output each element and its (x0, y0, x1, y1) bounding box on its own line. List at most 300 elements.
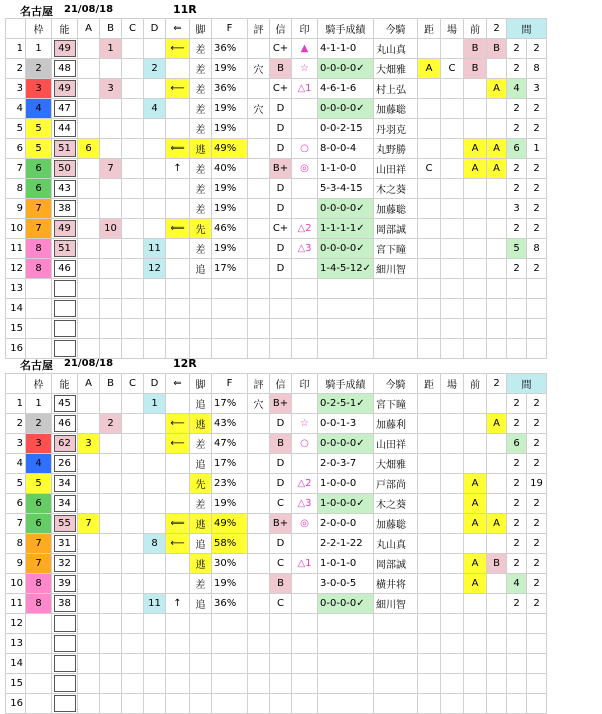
empty-cell (166, 614, 190, 634)
row-number: 13 (6, 279, 26, 299)
kan2-cell: 2 (527, 119, 547, 139)
col-a (78, 574, 100, 594)
empty-cell (418, 299, 441, 319)
col-b (100, 139, 122, 159)
header-b: B (100, 19, 122, 39)
shin-cell: C+ (270, 39, 292, 59)
kyori-cell (418, 494, 441, 514)
hyo-cell (248, 474, 270, 494)
f-cell: 19% (212, 99, 248, 119)
waku-cell: 8 (26, 574, 52, 594)
f-cell: 19% (212, 179, 248, 199)
kan2-cell: 2 (527, 394, 547, 414)
shin-cell: B+ (270, 394, 292, 414)
row-number: 6 (6, 139, 26, 159)
col-c (122, 119, 144, 139)
kan2-cell: 2 (527, 414, 547, 434)
two-cell (487, 99, 507, 119)
empty-cell (318, 674, 374, 694)
arrow-cell (166, 394, 190, 414)
empty-cell (418, 614, 441, 634)
nou-value: 46 (54, 260, 76, 277)
waku-cell: 1 (26, 39, 52, 59)
hyo-cell (248, 259, 270, 279)
f-cell: 23% (212, 474, 248, 494)
horse-row (6, 159, 547, 179)
kyori-cell (418, 554, 441, 574)
record-cell: 1-0-0-0 (318, 474, 374, 494)
row-number: 1 (6, 394, 26, 414)
mark-cell: △2 (292, 219, 318, 239)
nou-value: 49 (54, 220, 76, 237)
empty-cell (374, 654, 418, 674)
arrow-cell: ⟵ (166, 534, 190, 554)
empty-cell (122, 339, 144, 359)
nou-value (54, 280, 76, 297)
row-number: 1 (6, 39, 26, 59)
empty-cell (507, 339, 527, 359)
col-d (144, 514, 166, 534)
kan1-cell: 2 (507, 594, 527, 614)
f-cell: 19% (212, 119, 248, 139)
empty-cell (464, 279, 487, 299)
empty-cell (166, 299, 190, 319)
record-cell: 2-2-1-22 (318, 534, 374, 554)
col-b (100, 454, 122, 474)
header-waku: 枠 (26, 19, 52, 39)
empty-cell (318, 694, 374, 714)
col-b (100, 594, 122, 614)
kyaku-cell: 差 (190, 574, 212, 594)
record-cell: 0-0-2-15 (318, 119, 374, 139)
nou-value: 34 (54, 475, 76, 492)
kan1-cell: 6 (507, 139, 527, 159)
hyo-cell (248, 594, 270, 614)
col-b (100, 494, 122, 514)
hyo-cell (248, 239, 270, 259)
empty-cell (122, 674, 144, 694)
f-cell: 17% (212, 394, 248, 414)
ba-cell (441, 394, 464, 414)
kan2-cell: 2 (527, 514, 547, 534)
race-title-12r (20, 357, 240, 373)
col-b (100, 59, 122, 79)
col-b: 3 (100, 79, 122, 99)
jockey-cell: 細川智 (374, 259, 418, 279)
empty-cell (507, 614, 527, 634)
two-cell (487, 574, 507, 594)
nou-cell (52, 179, 78, 199)
hyo-cell (248, 574, 270, 594)
col-a (78, 219, 100, 239)
empty-cell (374, 634, 418, 654)
header-a: A (78, 374, 100, 394)
record-cell: 1-1-1-1✓ (318, 219, 374, 239)
empty-cell (318, 299, 374, 319)
header-blank (6, 374, 26, 394)
jockey-cell: 丸野勝 (374, 139, 418, 159)
col-b (100, 259, 122, 279)
ba-cell (441, 414, 464, 434)
empty-cell (144, 339, 166, 359)
col-d: 11 (144, 239, 166, 259)
two-cell: B (487, 554, 507, 574)
waku-cell: 6 (26, 494, 52, 514)
header-jockey: 今騎 (374, 19, 418, 39)
empty-cell (527, 614, 547, 634)
jockey-cell: 細川智 (374, 594, 418, 614)
empty-cell (318, 614, 374, 634)
hyo-cell (248, 139, 270, 159)
empty-cell (122, 299, 144, 319)
record-cell: 0-0-0-0✓ (318, 434, 374, 454)
header-mark: 印 (292, 374, 318, 394)
row-number: 2 (6, 414, 26, 434)
jockey-cell: 宮下瞳 (374, 239, 418, 259)
col-a (78, 159, 100, 179)
two-cell: B (487, 39, 507, 59)
nou-value: 38 (54, 595, 76, 612)
nou-value: 55 (54, 515, 76, 532)
two-cell: A (487, 139, 507, 159)
race-number: 11R (173, 3, 197, 16)
empty-cell (464, 319, 487, 339)
kyaku-cell: 追 (190, 454, 212, 474)
kan1-cell: 2 (507, 394, 527, 414)
two-cell (487, 239, 507, 259)
mark-cell (292, 119, 318, 139)
empty-cell (144, 674, 166, 694)
empty-cell (507, 299, 527, 319)
empty-cell (122, 319, 144, 339)
f-cell: 36% (212, 79, 248, 99)
col-d (144, 494, 166, 514)
arrow-cell (166, 574, 190, 594)
col-d (144, 179, 166, 199)
col-c (122, 139, 144, 159)
col-c (122, 454, 144, 474)
arrow-cell: ⟸ (166, 139, 190, 159)
f-cell: 17% (212, 454, 248, 474)
row-number: 12 (6, 259, 26, 279)
empty-cell (374, 279, 418, 299)
f-cell: 19% (212, 239, 248, 259)
mark-cell: ○ (292, 139, 318, 159)
empty-cell (527, 299, 547, 319)
empty-cell (248, 279, 270, 299)
kyori-cell (418, 259, 441, 279)
arrow-cell (166, 554, 190, 574)
waku-cell: 4 (26, 454, 52, 474)
empty-cell (190, 279, 212, 299)
jockey-cell: 木之葵 (374, 494, 418, 514)
hyo-cell (248, 494, 270, 514)
two-cell: A (487, 514, 507, 534)
nou-value: 50 (54, 160, 76, 177)
kan2-cell: 2 (527, 554, 547, 574)
empty-cell (507, 674, 527, 694)
kan1-cell: 4 (507, 574, 527, 594)
hyo-cell (248, 434, 270, 454)
kyori-cell (418, 534, 441, 554)
empty-cell (374, 339, 418, 359)
kan1-cell: 2 (507, 454, 527, 474)
row-number: 8 (6, 179, 26, 199)
empty-cell (292, 614, 318, 634)
empty-cell (190, 319, 212, 339)
horse-row (6, 259, 547, 279)
shin-cell: D (270, 474, 292, 494)
col-a (78, 199, 100, 219)
col-d (144, 119, 166, 139)
jockey-cell: 加藤聡 (374, 514, 418, 534)
jockey-cell: 山田祥 (374, 434, 418, 454)
f-cell: 17% (212, 259, 248, 279)
nou-value: 34 (54, 495, 76, 512)
col-b (100, 199, 122, 219)
kyaku-cell: 差 (190, 179, 212, 199)
kyaku-cell: 追 (190, 259, 212, 279)
hyo-cell (248, 159, 270, 179)
race-table-12r (5, 373, 547, 714)
waku-cell: 3 (26, 434, 52, 454)
record-cell: 4-1-1-0 (318, 39, 374, 59)
arrow-cell (166, 179, 190, 199)
empty-cell (464, 694, 487, 714)
record-cell: 4-6-1-6 (318, 79, 374, 99)
hyo-cell (248, 414, 270, 434)
nou-value (54, 635, 76, 652)
jockey-cell: 岡部誠 (374, 219, 418, 239)
empty-cell (318, 634, 374, 654)
header-hyo: 評 (248, 374, 270, 394)
empty-row (6, 299, 547, 319)
empty-cell (166, 319, 190, 339)
horse-row (6, 454, 547, 474)
record-cell: 0-0-0-0✓ (318, 199, 374, 219)
horse-row (6, 474, 547, 494)
hyo-cell (248, 79, 270, 99)
col-b (100, 574, 122, 594)
waku-cell (26, 299, 52, 319)
horse-row (6, 594, 547, 614)
header-two: 2 (487, 19, 507, 39)
empty-cell (100, 674, 122, 694)
empty-cell (374, 694, 418, 714)
f-cell: 49% (212, 139, 248, 159)
empty-cell (78, 654, 100, 674)
arrow-cell: ⟸ (166, 219, 190, 239)
horse-row (6, 434, 547, 454)
empty-cell (100, 654, 122, 674)
header-kyaku: 脚 (190, 19, 212, 39)
waku-cell: 5 (26, 119, 52, 139)
nou-cell (52, 199, 78, 219)
empty-cell (100, 634, 122, 654)
empty-cell (487, 634, 507, 654)
empty-cell (212, 654, 248, 674)
empty-cell (248, 674, 270, 694)
nou-value: 49 (54, 40, 76, 57)
waku-cell: 7 (26, 554, 52, 574)
record-cell: 0-0-0-0✓ (318, 594, 374, 614)
header-b: B (100, 374, 122, 394)
mark-cell (292, 179, 318, 199)
horse-row (6, 574, 547, 594)
empty-cell (441, 279, 464, 299)
two-cell (487, 474, 507, 494)
record-cell: 0-0-0-0✓ (318, 99, 374, 119)
shin-cell: C (270, 494, 292, 514)
header-shin: 信 (270, 374, 292, 394)
empty-cell (507, 279, 527, 299)
nou-value: 51 (54, 140, 76, 157)
empty-cell (418, 654, 441, 674)
empty-cell (441, 654, 464, 674)
col-a (78, 534, 100, 554)
shin-cell: B (270, 574, 292, 594)
empty-cell (100, 279, 122, 299)
col-d: 8 (144, 534, 166, 554)
waku-cell: 1 (26, 394, 52, 414)
row-number: 9 (6, 554, 26, 574)
col-c (122, 534, 144, 554)
empty-cell (270, 634, 292, 654)
f-cell: 49% (212, 514, 248, 534)
shin-cell: C (270, 554, 292, 574)
waku-cell: 4 (26, 99, 52, 119)
mark-cell (292, 574, 318, 594)
waku-cell: 6 (26, 514, 52, 534)
two-cell (487, 119, 507, 139)
col-c (122, 259, 144, 279)
col-d (144, 434, 166, 454)
col-b: 2 (100, 414, 122, 434)
jockey-cell: 横井将 (374, 574, 418, 594)
header-d: D (144, 19, 166, 39)
col-d (144, 454, 166, 474)
f-cell: 36% (212, 594, 248, 614)
jockey-cell: 大畑雅 (374, 454, 418, 474)
mae-cell: B (464, 59, 487, 79)
ba-cell (441, 139, 464, 159)
empty-cell (487, 299, 507, 319)
mae-cell: B (464, 39, 487, 59)
col-d: 2 (144, 59, 166, 79)
f-cell: 36% (212, 39, 248, 59)
nou-cell (52, 259, 78, 279)
record-cell: 1-0-0-0✓ (318, 494, 374, 514)
row-number: 16 (6, 339, 26, 359)
jockey-cell: 加藤聡 (374, 199, 418, 219)
col-c (122, 99, 144, 119)
mark-cell (292, 394, 318, 414)
empty-cell (418, 339, 441, 359)
empty-cell (318, 319, 374, 339)
race-title-11r (20, 3, 240, 19)
col-a (78, 414, 100, 434)
col-b (100, 394, 122, 414)
two-cell (487, 454, 507, 474)
col-d (144, 79, 166, 99)
shin-cell: D (270, 534, 292, 554)
ba-cell (441, 219, 464, 239)
kan2-cell: 2 (527, 99, 547, 119)
shin-cell: C (270, 594, 292, 614)
nou-cell (52, 634, 78, 654)
kyaku-cell: 先 (190, 219, 212, 239)
nou-cell (52, 454, 78, 474)
nou-cell (52, 434, 78, 454)
empty-cell (122, 634, 144, 654)
row-number: 12 (6, 614, 26, 634)
jockey-cell: 岡部誠 (374, 554, 418, 574)
col-a (78, 99, 100, 119)
empty-cell (464, 299, 487, 319)
hyo-cell (248, 179, 270, 199)
race-number: 12R (173, 357, 197, 370)
nou-cell (52, 139, 78, 159)
empty-cell (464, 674, 487, 694)
empty-cell (248, 614, 270, 634)
empty-row (6, 614, 547, 634)
col-a (78, 594, 100, 614)
kyori-cell (418, 474, 441, 494)
header-shin: 信 (270, 19, 292, 39)
nou-cell (52, 514, 78, 534)
waku-cell (26, 614, 52, 634)
kyaku-cell: 逃 (190, 554, 212, 574)
f-cell: 19% (212, 199, 248, 219)
horse-row (6, 79, 547, 99)
kyaku-cell: 差 (190, 39, 212, 59)
ba-cell (441, 179, 464, 199)
col-d: 4 (144, 99, 166, 119)
kyaku-cell: 差 (190, 159, 212, 179)
horse-row (6, 139, 547, 159)
col-c (122, 414, 144, 434)
shin-cell: D (270, 179, 292, 199)
mae-cell (464, 119, 487, 139)
nou-value: 26 (54, 455, 76, 472)
nou-value: 44 (54, 120, 76, 137)
hyo-cell (248, 119, 270, 139)
header-kan: 間 (507, 19, 547, 39)
ba-cell (441, 434, 464, 454)
ba-cell (441, 494, 464, 514)
col-a (78, 59, 100, 79)
mae-cell (464, 434, 487, 454)
empty-cell (248, 339, 270, 359)
empty-cell (270, 319, 292, 339)
ba-cell (441, 594, 464, 614)
col-c (122, 494, 144, 514)
horse-row (6, 219, 547, 239)
empty-cell (144, 319, 166, 339)
ba-cell (441, 99, 464, 119)
nou-value (54, 340, 76, 357)
shin-cell: D (270, 199, 292, 219)
col-d (144, 39, 166, 59)
kyori-cell (418, 394, 441, 414)
header-kyori: 距 (418, 374, 441, 394)
ba-cell (441, 159, 464, 179)
empty-cell (122, 614, 144, 634)
row-number: 15 (6, 319, 26, 339)
col-c (122, 39, 144, 59)
nou-cell (52, 694, 78, 714)
mae-cell (464, 454, 487, 474)
